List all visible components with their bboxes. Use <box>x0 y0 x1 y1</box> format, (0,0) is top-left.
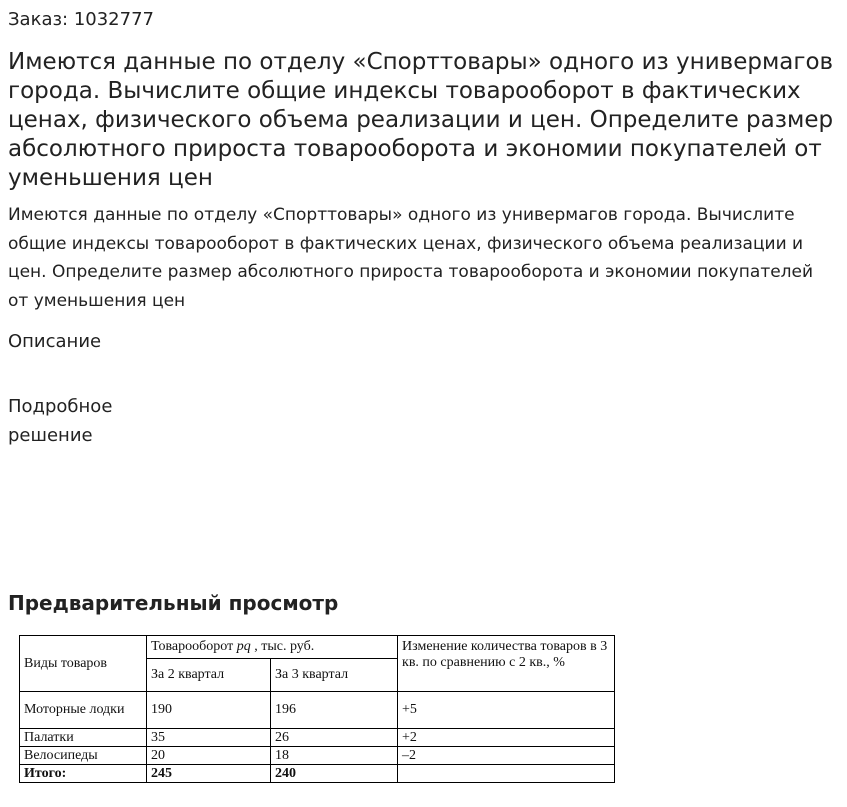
table-row <box>20 747 615 765</box>
table-row <box>20 692 615 729</box>
total-q3-value: 240 <box>271 765 398 783</box>
row-q3-value: 196 <box>271 692 398 729</box>
row-goods-name: Палатки <box>20 729 147 747</box>
header-turnover-prefix: Товарооборот <box>151 639 237 654</box>
total-change-value <box>398 765 615 783</box>
header-goods-type: Виды товаров <box>20 636 147 692</box>
row-goods-name: Велосипеды <box>20 747 147 765</box>
row-q3-value: 26 <box>271 729 398 747</box>
header-q3: За 3 квартал <box>271 659 398 692</box>
row-change-value: +5 <box>398 692 615 729</box>
goods-turnover-table <box>19 635 615 783</box>
header-turnover-symbol: pq <box>236 639 251 654</box>
table-total-row <box>20 765 615 783</box>
detailed-solution-label: Подробное решение <box>8 396 113 446</box>
total-q2-value: 245 <box>147 765 271 783</box>
header-quantity-change: Изменение количества товаров в 3 кв. по сравнению с 2 кв., % <box>398 636 615 692</box>
preview-heading: Предварительный просмотр <box>8 591 339 615</box>
row-goods-name: Моторные лодки <box>20 692 147 729</box>
description-label: Описание <box>8 331 102 352</box>
row-q3-value: 18 <box>271 747 398 765</box>
header-turnover <box>147 636 398 659</box>
row-q2-value: 190 <box>147 692 271 729</box>
header-q2: За 2 квартал <box>147 659 271 692</box>
header-turnover-suffix: , тыс. руб. <box>250 639 315 654</box>
row-q2-value: 20 <box>147 747 271 765</box>
task-title: Имеются данные по отделу «Спорттовары» одного из универмагов города. Вычислите общие индексы товарооборот в фактических ценах, физического объема реализации и цен. Определите размер абсолютного прироста товарооборота и экономии покупателей от уменьшения цен <box>8 49 834 191</box>
table-row <box>20 729 615 747</box>
row-change-value: +2 <box>398 729 615 747</box>
total-label: Итого: <box>20 765 147 783</box>
preview-document <box>19 635 614 788</box>
row-change-value: –2 <box>398 747 615 765</box>
task-description-text: Имеются данные по отделу «Спорттовары» одного из универмагов города. Вычислите общие индексы товарооборот в фактических ценах, физического объема реализации и цен. Определите размер абсолютного прироста товарооборота и экономии покупателей от уменьшения цен <box>8 205 814 311</box>
row-q2-value: 35 <box>147 729 271 747</box>
table-header-row <box>20 636 615 659</box>
order-number: Заказ: 1032777 <box>8 9 154 30</box>
